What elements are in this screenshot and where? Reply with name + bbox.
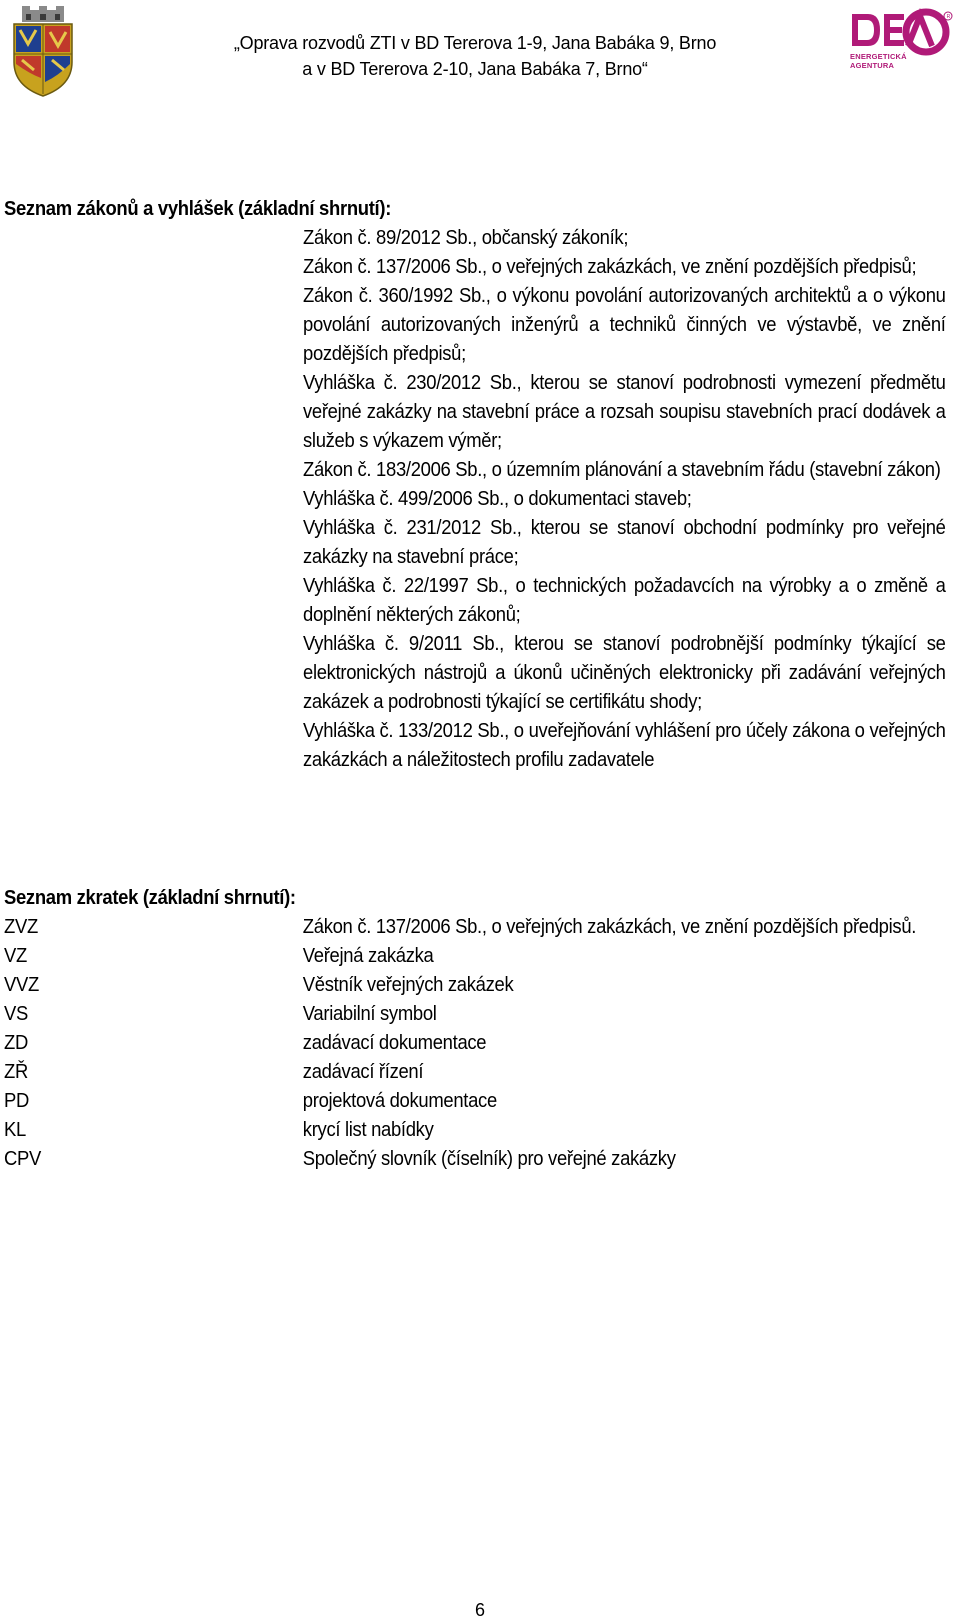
abbreviation-description: Společný slovník (číselník) pro veřejné zakázky: [302, 1147, 676, 1170]
abbreviation-code: ZD: [4, 1031, 28, 1054]
abbreviation-code: KL: [4, 1118, 26, 1141]
law-item: Vyhláška č. 22/1997 Sb., o technických požadavcích na výrobky a o změně a doplnění některých zákonů;: [303, 574, 946, 626]
abbreviation-row: [4, 1028, 960, 1057]
city-coat-of-arms-icon: [8, 4, 78, 98]
abbreviation-row: [4, 912, 960, 941]
abbreviation-row: [4, 1115, 960, 1144]
abbreviation-code: ZVZ: [4, 915, 38, 938]
laws-list: [303, 223, 946, 774]
law-item: Vyhláška č. 9/2011 Sb., kterou se stanoví podrobnější podmínky týkající se elektronických nástrojů a úkonů učiněných elektronicky při zadávání veřejných zakázek a podrobnosti týkající se certifikátu shody;: [303, 632, 946, 713]
abbreviation-description: Veřejná zakázka: [302, 944, 434, 967]
abbreviation-code: CPV: [4, 1147, 41, 1170]
abbreviations-table: [4, 912, 960, 1173]
logo-text-line-2: AGENTURA: [850, 61, 895, 70]
law-item: Vyhláška č. 499/2006 Sb., o dokumentaci staveb;: [303, 487, 692, 510]
law-item: Vyhláška č. 231/2012 Sb., kterou se stanoví obchodní podmínky pro veřejné zakázky na stavební práce;: [303, 516, 946, 568]
abbreviation-code: PD: [4, 1089, 30, 1112]
abbreviation-description: Zákon č. 137/2006 Sb., o veřejných zakázkách, ve znění pozdějších předpisů.: [302, 915, 917, 938]
abbreviation-description: Věstník veřejných zakázek: [302, 973, 514, 996]
law-item: Zákon č. 183/2006 Sb., o územním plánování a stavebním řádu (stavební zákon): [303, 458, 941, 481]
energy-agency-logo: [850, 6, 954, 78]
abbreviation-code: VZ: [4, 944, 27, 967]
abbreviation-code: VVZ: [4, 973, 39, 996]
law-item: Vyhláška č. 230/2012 Sb., kterou se stanoví podrobnosti vymezení předmětu veřejné zakázky na stavební práce a rozsah soupisu stavebních prací dodávek a služeb s výkazem výměr;: [303, 371, 946, 452]
svg-text:R: R: [946, 14, 951, 20]
law-item: Zákon č. 89/2012 Sb., občanský zákoník;: [303, 226, 629, 249]
abbreviation-code: ZŘ: [4, 1060, 28, 1083]
abbreviation-code: VS: [4, 1002, 28, 1025]
abbreviation-row: [4, 970, 960, 999]
crest-crown: [22, 6, 64, 22]
abbreviation-description: krycí list nabídky: [302, 1118, 434, 1141]
abbreviation-row: [4, 1086, 960, 1115]
abbreviation-row: [4, 1144, 960, 1173]
page-number: 6: [474, 1600, 485, 1620]
laws-section-heading: Seznam zákonů a vyhlášek (základní shrnutí):: [4, 197, 392, 220]
law-item: Vyhláška č. 133/2012 Sb., o uveřejňování vyhlášení pro účely zákona o veřejných zakázkách a náležitostech profilu zadavatele: [303, 719, 946, 771]
law-item: Zákon č. 360/1992 Sb., o výkonu povolání autorizovaných architektů a o výkonu povolání autorizovaných inženýrů a techniků činných ve výstavbě, ve znění pozdějších předpisů;: [303, 284, 946, 365]
abbreviation-description: zadávací řízení: [302, 1060, 424, 1083]
energy-agency-logo-text: [850, 52, 907, 70]
abbreviation-description: zadávací dokumentace: [302, 1031, 487, 1054]
abbreviations-section-heading: Seznam zkratek (základní shrnutí):: [4, 886, 296, 909]
law-item: Zákon č. 137/2006 Sb., o veřejných zakázkách, ve znění pozdějších předpisů;: [303, 255, 917, 278]
header-title-line-1: „Oprava rozvodů ZTI v BD Tererova 1-9, Jana Babáka 9, Brno: [233, 33, 717, 53]
header-title-line-2: a v BD Tererova 2-10, Jana Babáka 7, Brno“: [302, 59, 648, 79]
header-project-title: [180, 30, 770, 82]
abbreviation-row: [4, 999, 960, 1028]
abbreviation-row: [4, 941, 960, 970]
abbreviation-description: Variabilní symbol: [302, 1002, 437, 1025]
logo-text-line-1: ENERGETICKÁ: [850, 52, 907, 61]
abbreviation-row: [4, 1057, 960, 1086]
abbreviation-description: projektová dokumentace: [302, 1089, 497, 1112]
